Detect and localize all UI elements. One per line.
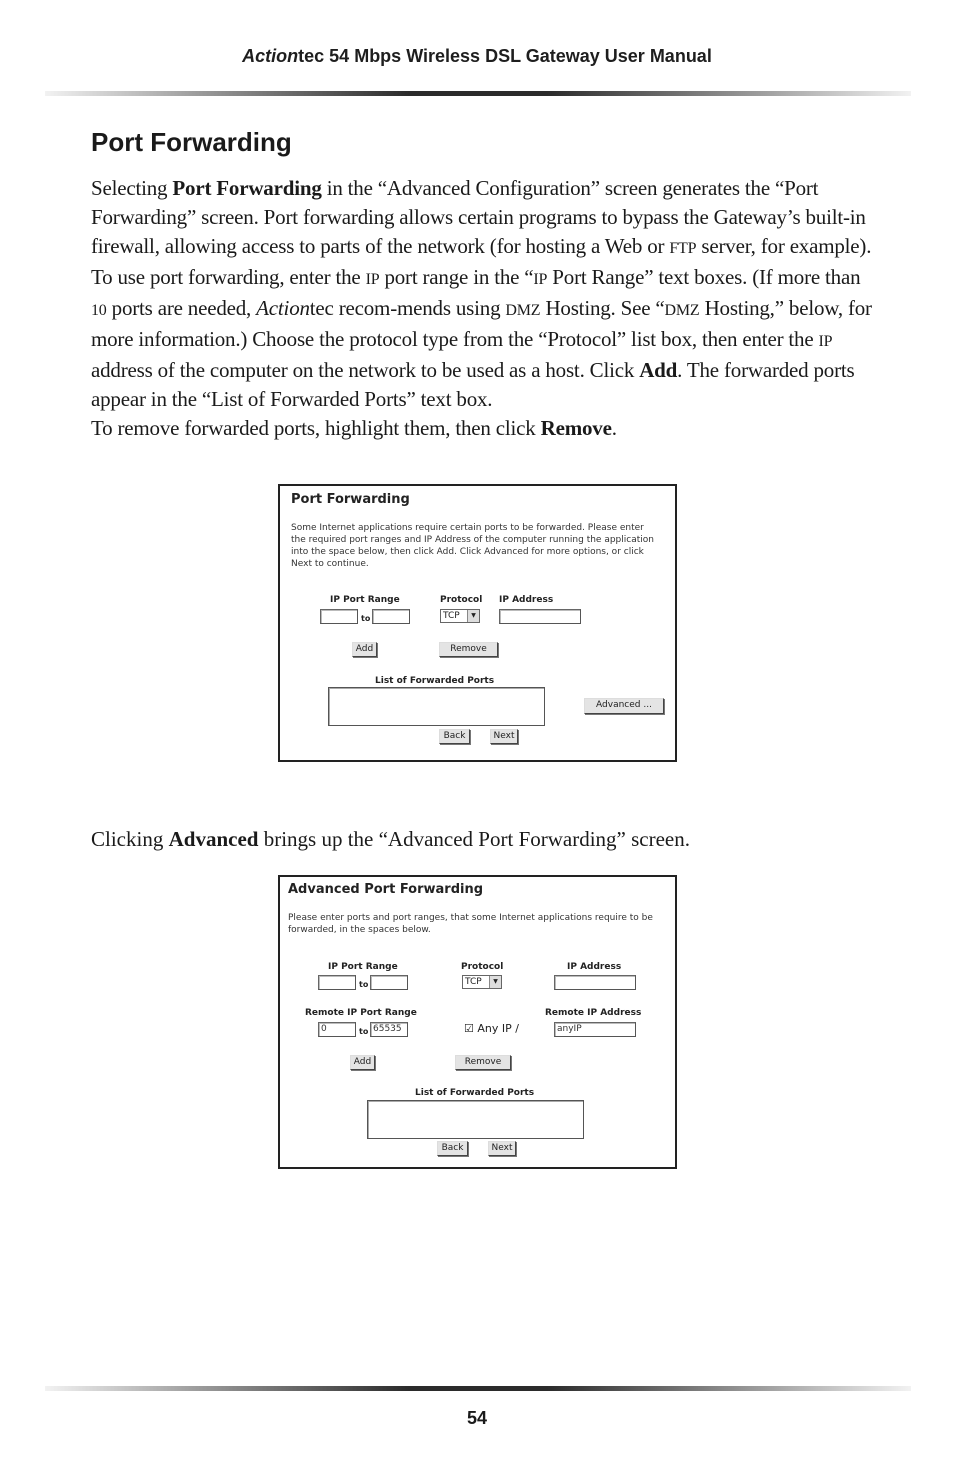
port-range-start-input[interactable]	[320, 609, 358, 624]
header-title: tec 54 Mbps Wireless DSL Gateway User Manual	[298, 46, 712, 66]
remote-port-end-input[interactable]: 65535	[370, 1022, 408, 1037]
back-button[interactable]: Back	[439, 729, 470, 744]
next-button[interactable]: Next	[490, 729, 518, 744]
ip-address-input[interactable]	[499, 609, 581, 624]
screen-title: Advanced Port Forwarding	[288, 882, 484, 897]
protocol-label: Protocol	[440, 595, 483, 605]
remote-ip-address-label: Remote IP Address	[545, 1008, 642, 1018]
protocol-label: Protocol	[461, 962, 504, 972]
any-ip-label: Any IP /	[477, 1022, 519, 1035]
ip-address-label: IP Address	[567, 962, 622, 972]
body-text	[91, 174, 881, 443]
header-brand: Action	[242, 46, 299, 66]
checkmark-icon: ☑	[464, 1022, 474, 1035]
ip-port-range-label: IP Port Range	[328, 962, 398, 972]
section-title: Port Forwarding	[91, 127, 292, 157]
back-button[interactable]: Back	[437, 1141, 468, 1156]
screen-description: Please enter ports and port ranges, that some Internet applications require to be forwarded, in the spaces below.	[288, 913, 653, 935]
screen-description: Some Internet applications require certain ports to be forwarded. Please enter the required port ranges and IP Address of the computer running the application into the space below, then click Add. Click Advanced for more options, or click Next to continue.	[291, 523, 654, 569]
add-button[interactable]: Add	[350, 1055, 375, 1070]
to-label: to	[361, 614, 371, 623]
port-range-end-input[interactable]	[372, 609, 410, 624]
top-rule	[45, 91, 911, 96]
remote-ip-port-range-label: Remote IP Port Range	[305, 1008, 417, 1018]
intro-paragraph: Selecting Port Forwarding in the “Advanced Configuration” screen generates the “Port Forwarding” screen. Port forwarding allows certain programs to bypass the Gateway’s built-in firewall, allowing access to parts of the network (for hosting a Web or FTP server, for example). To use port forwarding, enter the IP port range in the “IP Port Range” text boxes. (If more than 10 ports are needed, Actiontec recom-mends using DMZ Hosting. See “DMZ Hosting,” below, for more information.) Choose the protocol type from the “Protocol” list box, then enter the IP address of the computer on the network to be used as a host. Click Add. The forwarded ports appear in the “List of Forwarded Ports” text box.	[91, 176, 872, 411]
running-header	[0, 46, 954, 67]
next-button[interactable]: Next	[488, 1141, 516, 1156]
chevron-down-icon: ▼	[489, 976, 501, 988]
remove-button[interactable]: Remove	[455, 1055, 511, 1070]
protocol-select[interactable]: TCP ▼	[440, 609, 480, 623]
list-of-forwarded-ports-label: List of Forwarded Ports	[375, 676, 495, 686]
advanced-button[interactable]: Advanced ...	[584, 698, 664, 714]
add-button[interactable]: Add	[352, 642, 377, 657]
port-forwarding-screenshot	[278, 484, 677, 762]
list-of-forwarded-ports-label: List of Forwarded Ports	[415, 1088, 535, 1098]
to-label: to	[359, 1027, 369, 1036]
bottom-rule	[45, 1386, 911, 1391]
advanced-port-forwarding-screenshot	[278, 875, 677, 1169]
remote-ip-address-input[interactable]: anyIP	[554, 1022, 636, 1037]
advanced-paragraph: Clicking Advanced brings up the “Advanced Port Forwarding” screen.	[91, 827, 690, 851]
page-number: 54	[466, 1408, 488, 1428]
chevron-down-icon: ▼	[467, 610, 479, 622]
forwarded-ports-list[interactable]	[328, 687, 545, 726]
forwarded-ports-list[interactable]	[367, 1100, 584, 1139]
remove-button[interactable]: Remove	[439, 642, 498, 657]
protocol-select[interactable]: TCP ▼	[462, 975, 502, 989]
ip-address-label: IP Address	[499, 595, 554, 605]
screen-title: Port Forwarding	[291, 492, 410, 507]
port-range-end-input[interactable]	[370, 975, 408, 990]
ip-address-input[interactable]	[554, 975, 636, 990]
ip-port-range-label: IP Port Range	[330, 595, 400, 605]
remote-port-start-input[interactable]: 0	[318, 1022, 356, 1037]
to-label: to	[359, 980, 369, 989]
port-range-start-input[interactable]	[318, 975, 356, 990]
any-ip-checkbox[interactable]	[464, 1022, 519, 1035]
remove-paragraph: To remove forwarded ports, highlight them, then click Remove.	[91, 416, 617, 440]
